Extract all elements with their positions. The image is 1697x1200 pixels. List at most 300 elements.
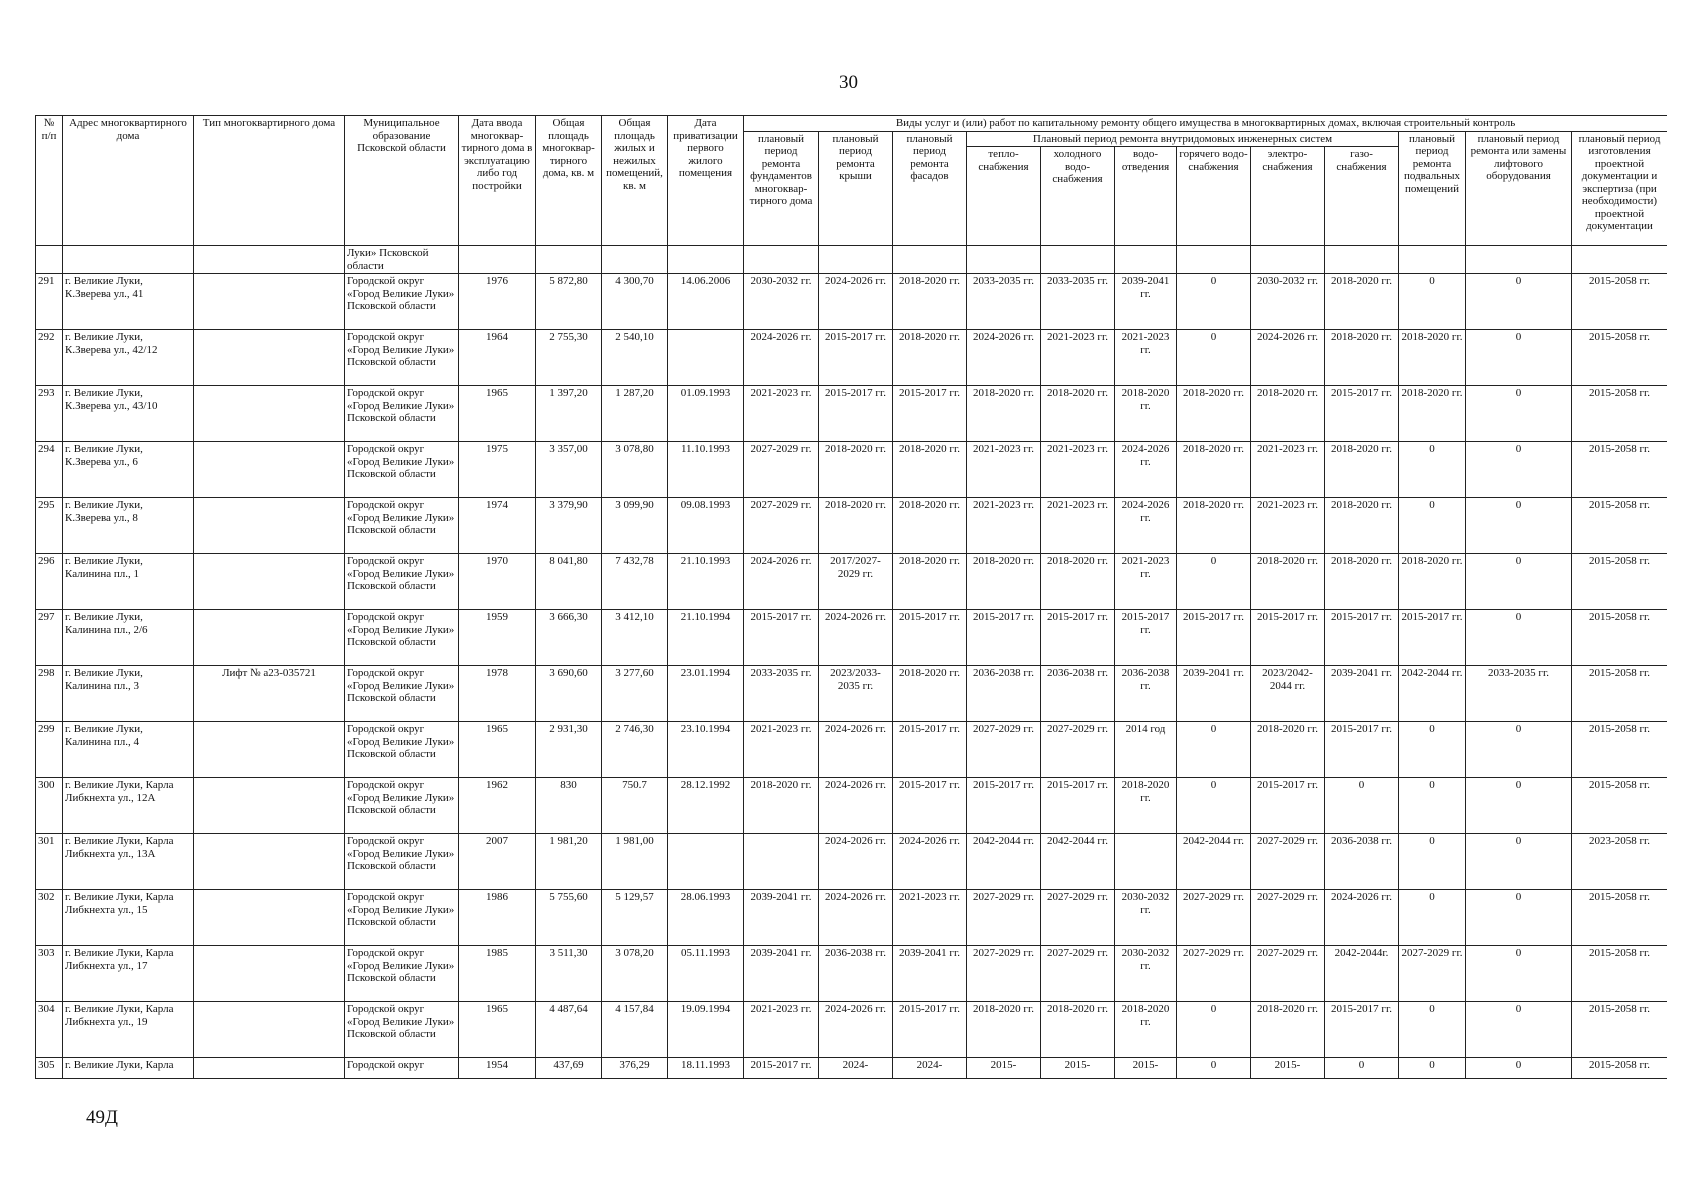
cell-addr: г. Великие Луки, К.Зверева ул., 42/12 [63, 330, 194, 386]
header-total-area: Общая площадь многоквар-тирного дома, кв. м [536, 116, 602, 246]
cell-base: 2018-2020 гг. [1399, 386, 1466, 442]
cell-docs: 2015-2058 гг. [1572, 1002, 1668, 1058]
cell-total: 1 981,20 [536, 834, 602, 890]
cell-priv: 19.09.1994 [668, 1002, 744, 1058]
cell-roof: 2024-2026 гг. [819, 890, 893, 946]
header-cold-water: холодного водо-снабжения [1041, 147, 1115, 246]
cell-total: 2 755,30 [536, 330, 602, 386]
header-services: Виды услуг и (или) работ по капитальному ремонту общего имущества в многоквартирных домах, включая строительный контроль [744, 116, 1668, 132]
header-design-docs: плановый период изготовления проектной документации и экспертиза (при необходимости) проектной документации [1572, 131, 1668, 246]
cell-addr: г. Великие Луки, К.Зверева ул., 6 [63, 442, 194, 498]
cell-base: 2027-2029 гг. [1399, 946, 1466, 1002]
cell-living: 376,29 [602, 1058, 668, 1079]
cell-year: 1954 [459, 1058, 536, 1079]
cell-n: 292 [36, 330, 63, 386]
cell-year: 1976 [459, 274, 536, 330]
cell-year: 1965 [459, 1002, 536, 1058]
cell-facade: 2018-2020 гг. [893, 330, 967, 386]
cell-found: 2015-2017 гг. [744, 610, 819, 666]
cell-lift: 0 [1466, 1058, 1572, 1079]
cell-found: 2021-2023 гг. [744, 722, 819, 778]
cell-addr: г. Великие Луки, Карла Либкнехта ул., 17 [63, 946, 194, 1002]
cell-addr: г. Великие Луки, Карла Либкнехта ул., 12А [63, 778, 194, 834]
cell-living: 3 078,20 [602, 946, 668, 1002]
cell-addr: г. Великие Луки, Калинина пл., 1 [63, 554, 194, 610]
cell-mun: Городской округ «Город Великие Луки» Псковской области [345, 442, 459, 498]
cell-lift: 0 [1466, 498, 1572, 554]
cell-roof: 2018-2020 гг. [819, 498, 893, 554]
cell-found: 2027-2029 гг. [744, 442, 819, 498]
cell-total: 1 397,20 [536, 386, 602, 442]
cell-cold: 2018-2020 гг. [1041, 554, 1115, 610]
cell-elec: 2027-2029 гг. [1251, 946, 1325, 1002]
cell-elec: 2023/2042-2044 гг. [1251, 666, 1325, 722]
cell-n: 303 [36, 946, 63, 1002]
footer-code: 49Д [86, 1107, 118, 1128]
cell-n: 298 [36, 666, 63, 722]
cell-addr: г. Великие Луки, Карла Либкнехта ул., 15 [63, 890, 194, 946]
cell-type [194, 722, 345, 778]
cell-facade: 2018-2020 гг. [893, 274, 967, 330]
header-municipality: Муниципальное образование Псковской области [345, 116, 459, 246]
table-row [36, 890, 1668, 946]
cell-found: 2033-2035 гг. [744, 666, 819, 722]
cell-base: 0 [1399, 722, 1466, 778]
cell-base: 2015-2017 гг. [1399, 610, 1466, 666]
cell-cold: 2021-2023 гг. [1041, 498, 1115, 554]
cell-year: 1974 [459, 498, 536, 554]
cell-roof: 2024-2026 гг. [819, 274, 893, 330]
cell-gas: 2039-2041 гг. [1325, 666, 1399, 722]
cell-heat: 2027-2029 гг. [967, 890, 1041, 946]
cell-year: 1965 [459, 722, 536, 778]
cell-gas: 0 [1325, 1058, 1399, 1079]
cell-elec: 2018-2020 гг. [1251, 386, 1325, 442]
cell-facade: 2015-2017 гг. [893, 778, 967, 834]
cell-priv [668, 330, 744, 386]
header-systems: Плановый период ремонта внутридомовых инженерных систем [967, 131, 1399, 147]
cell-lift: 0 [1466, 722, 1572, 778]
cell-docs: 2015-2058 гг. [1572, 1058, 1668, 1079]
cell-roof: 2024-2026 гг. [819, 610, 893, 666]
cell-year: 1975 [459, 442, 536, 498]
cell-priv [668, 834, 744, 890]
cell-roof: 2017/2027-2029 гг. [819, 554, 893, 610]
cell-sewer: 2021-2023 гг. [1115, 330, 1177, 386]
cell-mun: Городской округ «Город Великие Луки» Псковской области [345, 890, 459, 946]
cell-heat: 2018-2020 гг. [967, 554, 1041, 610]
cell-found [744, 834, 819, 890]
cell-elec: 2030-2032 гг. [1251, 274, 1325, 330]
cell-roof: 2024- [819, 1058, 893, 1079]
cell-base: 0 [1399, 498, 1466, 554]
cell-cold: 2027-2029 гг. [1041, 946, 1115, 1002]
cell-gas: 2042-2044г. [1325, 946, 1399, 1002]
cell-docs: 2015-2058 гг. [1572, 610, 1668, 666]
header-address: Адрес многоквартирного дома [63, 116, 194, 246]
cell-hot: 0 [1177, 1002, 1251, 1058]
cell-elec: 2018-2020 гг. [1251, 1002, 1325, 1058]
cell-total: 830 [536, 778, 602, 834]
cell-facade: 2015-2017 гг. [893, 1002, 967, 1058]
cell-addr: г. Великие Луки, К.Зверева ул., 41 [63, 274, 194, 330]
cell-hot: 2027-2029 гг. [1177, 946, 1251, 1002]
cell-hot: 2018-2020 гг. [1177, 386, 1251, 442]
cell-found: 2024-2026 гг. [744, 330, 819, 386]
cell-base: 0 [1399, 890, 1466, 946]
header-basement: плановый период ремонта подвальных помещений [1399, 131, 1466, 246]
cell-roof: 2024-2026 гг. [819, 722, 893, 778]
cell-addr: г. Великие Луки, Карла Либкнехта ул., 19 [63, 1002, 194, 1058]
cell-facade: 2015-2017 гг. [893, 610, 967, 666]
cell-mun: Городской округ «Город Великие Луки» Псковской области [345, 722, 459, 778]
cell-found: 2015-2017 гг. [744, 1058, 819, 1079]
cell-priv: 21.10.1993 [668, 554, 744, 610]
table-row [36, 1002, 1668, 1058]
cell-sewer: 2018-2020 гг. [1115, 1002, 1177, 1058]
table-row [36, 274, 1668, 330]
cell-docs: 2015-2058 гг. [1572, 498, 1668, 554]
cell-priv: 23.01.1994 [668, 666, 744, 722]
cell-lift: 0 [1466, 834, 1572, 890]
cell-sewer: 2018-2020 гг. [1115, 386, 1177, 442]
cell-elec: 2021-2023 гг. [1251, 498, 1325, 554]
table-row [36, 778, 1668, 834]
cell-lift: 0 [1466, 778, 1572, 834]
cell-n: 302 [36, 890, 63, 946]
cell-sewer: 2024-2026 гг. [1115, 498, 1177, 554]
cell-cold: 2036-2038 гг. [1041, 666, 1115, 722]
cell-heat: 2021-2023 гг. [967, 442, 1041, 498]
cell-lift: 0 [1466, 890, 1572, 946]
cell-roof: 2018-2020 гг. [819, 442, 893, 498]
cell-docs: 2015-2058 гг. [1572, 722, 1668, 778]
cell-cold: 2021-2023 гг. [1041, 330, 1115, 386]
cell-type [194, 330, 345, 386]
cell-facade: 2015-2017 гг. [893, 722, 967, 778]
header-electric: электро-снабжения [1251, 147, 1325, 246]
capital-repair-table [35, 115, 1667, 1079]
cell-mun: Городской округ «Город Великие Луки» Псковской области [345, 778, 459, 834]
cell-priv: 28.12.1992 [668, 778, 744, 834]
cell-hot: 0 [1177, 554, 1251, 610]
continuation-row [36, 246, 1668, 274]
cell-living: 1 981,00 [602, 834, 668, 890]
cell-sewer: 2039-2041 гг. [1115, 274, 1177, 330]
cell-total: 3 690,60 [536, 666, 602, 722]
table-row [36, 834, 1668, 890]
cell-sewer: 2024-2026 гг. [1115, 442, 1177, 498]
cell-facade: 2015-2017 гг. [893, 386, 967, 442]
cell-priv: 23.10.1994 [668, 722, 744, 778]
header-gas: газо-снабжения [1325, 147, 1399, 246]
cell-year: 1965 [459, 386, 536, 442]
cell-base: 0 [1399, 1002, 1466, 1058]
cell-living: 7 432,78 [602, 554, 668, 610]
cell-year: 1970 [459, 554, 536, 610]
table-row [36, 386, 1668, 442]
cell-base: 2018-2020 гг. [1399, 330, 1466, 386]
cell-facade: 2018-2020 гг. [893, 498, 967, 554]
cell-found: 2018-2020 гг. [744, 778, 819, 834]
cell-total: 2 931,30 [536, 722, 602, 778]
cell-base: 0 [1399, 442, 1466, 498]
cell-living: 3 078,80 [602, 442, 668, 498]
cell-sewer [1115, 834, 1177, 890]
cell-priv: 28.06.1993 [668, 890, 744, 946]
cell-sewer: 2015- [1115, 1058, 1177, 1079]
cell-heat: 2042-2044 гг. [967, 834, 1041, 890]
cell-gas: 2018-2020 гг. [1325, 330, 1399, 386]
cell-total: 3 379,90 [536, 498, 602, 554]
cell-living: 3 412,10 [602, 610, 668, 666]
cell-cold: 2015-2017 гг. [1041, 778, 1115, 834]
cell-sewer: 2030-2032 гг. [1115, 946, 1177, 1002]
cell-n: 294 [36, 442, 63, 498]
cell-docs: 2015-2058 гг. [1572, 386, 1668, 442]
cell-heat: 2021-2023 гг. [967, 498, 1041, 554]
cell-living: 4 157,84 [602, 1002, 668, 1058]
cell-addr: г. Великие Луки, К.Зверева ул., 43/10 [63, 386, 194, 442]
cell-found: 2039-2041 гг. [744, 946, 819, 1002]
cell-facade: 2024- [893, 1058, 967, 1079]
header-elevator: плановый период ремонта или замены лифтового оборудования [1466, 131, 1572, 246]
cell-n: 295 [36, 498, 63, 554]
header-heat: тепло-снабжения [967, 147, 1041, 246]
cell-gas: 2024-2026 гг. [1325, 890, 1399, 946]
cell-heat: 2018-2020 гг. [967, 386, 1041, 442]
cell-year: 1959 [459, 610, 536, 666]
cell-addr: г. Великие Луки, Калинина пл., 3 [63, 666, 194, 722]
cell-lift: 2033-2035 гг. [1466, 666, 1572, 722]
cell-gas: 2018-2020 гг. [1325, 554, 1399, 610]
cell-priv: 01.09.1993 [668, 386, 744, 442]
table-row [36, 554, 1668, 610]
cell-hot: 2027-2029 гг. [1177, 890, 1251, 946]
cell-found: 2021-2023 гг. [744, 386, 819, 442]
cell-lift: 0 [1466, 274, 1572, 330]
cell-base: 2042-2044 гг. [1399, 666, 1466, 722]
cell-n: 296 [36, 554, 63, 610]
cell-elec: 2027-2029 гг. [1251, 890, 1325, 946]
cell-year: 1964 [459, 330, 536, 386]
capital-repair-table-wrapper [35, 115, 1667, 1108]
cell-priv: 05.11.1993 [668, 946, 744, 1002]
cell-addr: г. Великие Луки, К.Зверева ул., 8 [63, 498, 194, 554]
cell-sewer: 2030-2032 гг. [1115, 890, 1177, 946]
cell-total: 3 511,30 [536, 946, 602, 1002]
cell-type [194, 1002, 345, 1058]
header-facade: плановый период ремонта фасадов [893, 131, 967, 246]
cell-base: 2018-2020 гг. [1399, 554, 1466, 610]
header-commission: Дата ввода многоквар-тирного дома в эксплуатацию либо год постройки [459, 116, 536, 246]
cell-year: 1985 [459, 946, 536, 1002]
cell-type [194, 274, 345, 330]
cell-base: 0 [1399, 274, 1466, 330]
cell-roof: 2023/2033-2035 гг. [819, 666, 893, 722]
cell-facade: 2018-2020 гг. [893, 554, 967, 610]
cell-hot: 0 [1177, 1058, 1251, 1079]
cell-type [194, 1058, 345, 1079]
cell-roof: 2024-2026 гг. [819, 778, 893, 834]
cell-priv: 09.08.1993 [668, 498, 744, 554]
cell-mun: Городской округ «Город Великие Луки» Псковской области [345, 610, 459, 666]
cell-gas: 2036-2038 гг. [1325, 834, 1399, 890]
cell-gas: 2018-2020 гг. [1325, 498, 1399, 554]
cell-heat: 2033-2035 гг. [967, 274, 1041, 330]
cell-elec: 2018-2020 гг. [1251, 554, 1325, 610]
cell-total: 5 872,80 [536, 274, 602, 330]
cell-year: 1962 [459, 778, 536, 834]
cell-priv: 21.10.1994 [668, 610, 744, 666]
cell-cold: 2027-2029 гг. [1041, 890, 1115, 946]
cell-gas: 2018-2020 гг. [1325, 274, 1399, 330]
cell-elec: 2018-2020 гг. [1251, 722, 1325, 778]
cell-addr: г. Великие Луки, Калинина пл., 2/6 [63, 610, 194, 666]
cell-heat: 2015- [967, 1058, 1041, 1079]
cell-heat: 2015-2017 гг. [967, 610, 1041, 666]
cell-docs: 2015-2058 гг. [1572, 330, 1668, 386]
cell-lift: 0 [1466, 330, 1572, 386]
cell-cold: 2015-2017 гг. [1041, 610, 1115, 666]
cell-hot: 2015-2017 гг. [1177, 610, 1251, 666]
cell-heat: 2018-2020 гг. [967, 1002, 1041, 1058]
cell-hot: 2018-2020 гг. [1177, 442, 1251, 498]
cell-addr: г. Великие Луки, Карла [63, 1058, 194, 1079]
cell-mun: Городской округ «Город Великие Луки» Псковской области [345, 386, 459, 442]
cell-n: 304 [36, 1002, 63, 1058]
cell-cold: 2015- [1041, 1058, 1115, 1079]
cell-facade: 2018-2020 гг. [893, 442, 967, 498]
table-row [36, 498, 1668, 554]
cell-hot: 0 [1177, 274, 1251, 330]
cell-hot: 0 [1177, 722, 1251, 778]
cell-priv: 11.10.1993 [668, 442, 744, 498]
cell-mun: Городской округ «Город Великие Луки» Псковской области [345, 330, 459, 386]
cell-gas: 2018-2020 гг. [1325, 442, 1399, 498]
cell-type [194, 386, 345, 442]
cell-mun: Городской округ «Город Великие Луки» Псковской области [345, 946, 459, 1002]
cell-living: 5 129,57 [602, 890, 668, 946]
table-row [36, 666, 1668, 722]
header-privatization: Дата приватизации первого жилого помещения [668, 116, 744, 246]
cell-elec: 2024-2026 гг. [1251, 330, 1325, 386]
cell-elec: 2021-2023 гг. [1251, 442, 1325, 498]
cell-mun: Городской округ [345, 1058, 459, 1079]
cell-mun: Городской округ «Город Великие Луки» Псковской области [345, 666, 459, 722]
table-row [36, 442, 1668, 498]
cell-lift: 0 [1466, 946, 1572, 1002]
cell-gas: 2015-2017 гг. [1325, 610, 1399, 666]
cell-facade: 2039-2041 гг. [893, 946, 967, 1002]
cell-year: 1978 [459, 666, 536, 722]
cell-roof: 2015-2017 гг. [819, 330, 893, 386]
table-row [36, 722, 1668, 778]
cell-heat: 2036-2038 гг. [967, 666, 1041, 722]
cell-n: 299 [36, 722, 63, 778]
table-row [36, 610, 1668, 666]
cell-mun: Городской округ «Город Великие Луки» Псковской области [345, 1002, 459, 1058]
cell-hot: 2042-2044 гг. [1177, 834, 1251, 890]
cell-docs: 2015-2058 гг. [1572, 946, 1668, 1002]
cell-cold: 2018-2020 гг. [1041, 1002, 1115, 1058]
cell-mun: Городской округ «Город Великие Луки» Псковской области [345, 834, 459, 890]
cell-addr: г. Великие Луки, Карла Либкнехта ул., 13А [63, 834, 194, 890]
cell-roof: 2036-2038 гг. [819, 946, 893, 1002]
cell-living: 3 277,60 [602, 666, 668, 722]
cell-found: 2027-2029 гг. [744, 498, 819, 554]
cell-n: 305 [36, 1058, 63, 1079]
cell-lift: 0 [1466, 554, 1572, 610]
cell-addr: г. Великие Луки, Калинина пл., 4 [63, 722, 194, 778]
cell-n: 291 [36, 274, 63, 330]
cell-living: 2 540,10 [602, 330, 668, 386]
cell-heat: 2015-2017 гг. [967, 778, 1041, 834]
table-row [36, 330, 1668, 386]
cell-living: 750.7 [602, 778, 668, 834]
cell-base: 0 [1399, 778, 1466, 834]
cell-docs: 2015-2058 гг. [1572, 666, 1668, 722]
cell-type [194, 890, 345, 946]
cell-total: 8 041,80 [536, 554, 602, 610]
cell-mun: Городской округ «Город Великие Луки» Псковской области [345, 274, 459, 330]
cell-docs: 2015-2058 гг. [1572, 554, 1668, 610]
cell-cold: 2042-2044 гг. [1041, 834, 1115, 890]
cell-hot: 0 [1177, 778, 1251, 834]
header-type: Тип многоквартирного дома [194, 116, 345, 246]
cell-sewer: 2015-2017 гг. [1115, 610, 1177, 666]
cell-gas: 2015-2017 гг. [1325, 1002, 1399, 1058]
table-body [36, 246, 1668, 1079]
cell-facade: 2024-2026 гг. [893, 834, 967, 890]
cell-found: 2021-2023 гг. [744, 1002, 819, 1058]
cell-sewer: 2018-2020 гг. [1115, 778, 1177, 834]
cell-base: 0 [1399, 1058, 1466, 1079]
cell-n: 300 [36, 778, 63, 834]
cell-elec: 2015-2017 гг. [1251, 778, 1325, 834]
cell-mun: Городской округ «Город Великие Луки» Псковской области [345, 498, 459, 554]
cell-found: 2024-2026 гг. [744, 554, 819, 610]
cell-lift: 0 [1466, 610, 1572, 666]
header-roof: плановый период ремонта крыши [819, 131, 893, 246]
cell-roof: 2015-2017 гг. [819, 386, 893, 442]
cell-hot: 2039-2041 гг. [1177, 666, 1251, 722]
cell-year: 1986 [459, 890, 536, 946]
header-hot-water: горячего водо-снабжения [1177, 147, 1251, 246]
cell-n: 301 [36, 834, 63, 890]
cell-priv: 14.06.2006 [668, 274, 744, 330]
cell-docs: 2015-2058 гг. [1572, 778, 1668, 834]
table-row [36, 946, 1668, 1002]
cell-living: 1 287,20 [602, 386, 668, 442]
cell-type [194, 778, 345, 834]
cell-docs: 2015-2058 гг. [1572, 274, 1668, 330]
cell-n: 293 [36, 386, 63, 442]
cell-cold: 2021-2023 гг. [1041, 442, 1115, 498]
cell-cold: 2018-2020 гг. [1041, 386, 1115, 442]
cell-found: 2030-2032 гг. [744, 274, 819, 330]
cell-lift: 0 [1466, 442, 1572, 498]
header-num: № п/п [36, 116, 63, 246]
cell-hot: 0 [1177, 330, 1251, 386]
cell-roof: 2024-2026 гг. [819, 1002, 893, 1058]
cell-mun: Городской округ «Город Великие Луки» Псковской области [345, 554, 459, 610]
cell-total: 4 487,64 [536, 1002, 602, 1058]
header-sewer: водо-отведения [1115, 147, 1177, 246]
cell-type [194, 442, 345, 498]
cell-elec: 2015-2017 гг. [1251, 610, 1325, 666]
cell-heat: 2027-2029 гг. [967, 722, 1041, 778]
